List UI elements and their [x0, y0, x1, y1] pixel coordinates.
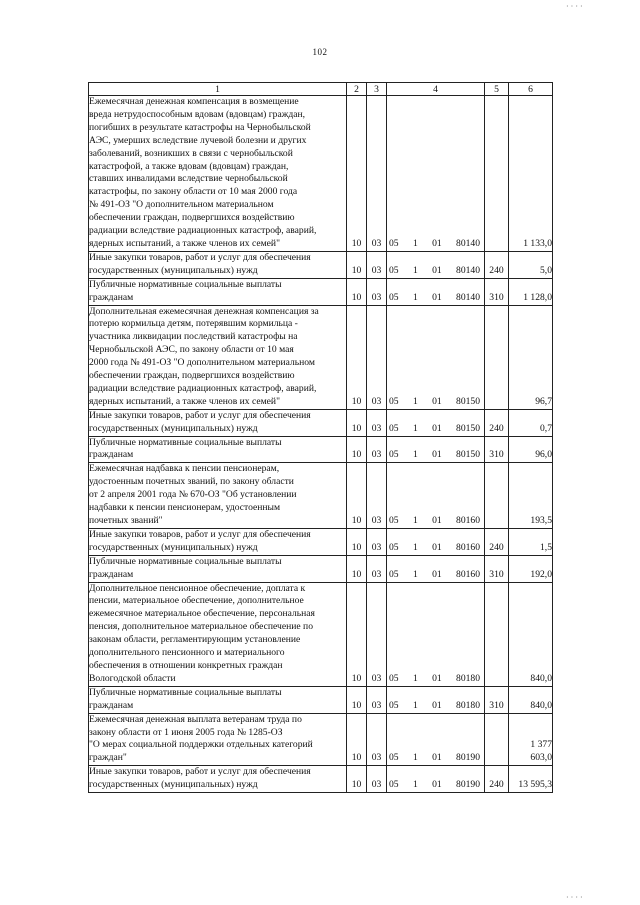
table-row: [89, 436, 553, 463]
section-code: 10: [347, 582, 367, 686]
row-description: Публичные нормативные социальные выплаты гражданам: [89, 555, 347, 582]
row-description: Иные закупки товаров, работ и услуг для обеспечения государственных (муниципальных) нужд: [89, 528, 347, 555]
subprogram-code: 1: [412, 449, 418, 461]
measure-code: 01: [432, 699, 442, 711]
row-description: Ежемесячная надбавка к пенсии пенсионерам, удостоенным почетных званий, по закону области от 2 апреля 2001 года № 670-ОЗ "Об установлении надбавки к пенсии пенсионерам, удостоенным почетных званий": [89, 463, 347, 529]
section-code: 10: [347, 463, 367, 529]
scan-mark: · · · ·: [566, 893, 583, 902]
program-code: 05: [389, 515, 399, 526]
subprogram-code: 1: [412, 422, 418, 434]
program-code: 05: [389, 672, 399, 684]
subsection-code: 03: [367, 278, 387, 305]
direction-code: 80190: [456, 779, 480, 791]
subprogram-code: 1: [412, 699, 418, 711]
measure-code: 01: [432, 449, 442, 461]
expense-type-code: 310: [485, 436, 509, 463]
section-code: 10: [347, 766, 367, 793]
expense-type-code: 310: [485, 278, 509, 305]
expense-type-code: [485, 463, 509, 529]
row-description: Публичные нормативные социальные выплаты гражданам: [89, 278, 347, 305]
amount-value: 193,5: [509, 463, 553, 529]
direction-code: 80140: [456, 237, 480, 249]
direction-code: 80160: [456, 515, 480, 526]
column-header: 4: [387, 83, 485, 96]
measure-code: 01: [432, 752, 442, 764]
program-code: 05: [389, 395, 399, 407]
amount-value: 1,5: [509, 528, 553, 555]
expense-type-code: 240: [485, 528, 509, 555]
program-code: 05: [389, 237, 399, 249]
target-article-code: [387, 766, 485, 793]
direction-code: 80180: [456, 672, 480, 684]
subsection-code: 03: [367, 766, 387, 793]
direction-code: 80150: [456, 395, 480, 407]
measure-code: 01: [432, 541, 442, 553]
subprogram-code: 1: [412, 291, 418, 303]
subsection-code: 03: [367, 251, 387, 278]
table-row: [89, 582, 553, 686]
measure-code: 01: [432, 395, 442, 407]
program-code: 05: [389, 422, 399, 434]
direction-code: 80140: [456, 291, 480, 303]
program-code: 05: [389, 568, 399, 580]
expense-type-code: [485, 305, 509, 409]
column-header: 1: [89, 83, 347, 96]
subprogram-code: 1: [412, 752, 418, 764]
direction-code: 80160: [456, 541, 480, 553]
table-row: [89, 528, 553, 555]
program-code: 05: [389, 541, 399, 553]
column-header: 6: [509, 83, 553, 96]
target-article-code: [387, 305, 485, 409]
subprogram-code: 1: [412, 672, 418, 684]
amount-value: 840,0: [509, 686, 553, 713]
table-row: [89, 713, 553, 766]
target-article-code: [387, 251, 485, 278]
row-description: Иные закупки товаров, работ и услуг для обеспечения государственных (муниципальных) нужд: [89, 251, 347, 278]
direction-code: 80180: [456, 699, 480, 711]
section-code: 10: [347, 278, 367, 305]
measure-code: 01: [432, 422, 442, 434]
row-description: Иные закупки товаров, работ и услуг для обеспечения государственных (муниципальных) нужд: [89, 766, 347, 793]
table-row: [89, 463, 553, 529]
section-code: 10: [347, 251, 367, 278]
section-code: 10: [347, 96, 367, 252]
table-row: [89, 96, 553, 252]
table-row: [89, 555, 553, 582]
subsection-code: 03: [367, 409, 387, 436]
expense-type-code: [485, 582, 509, 686]
subprogram-code: 1: [412, 779, 418, 791]
row-description: Публичные нормативные социальные выплаты гражданам: [89, 686, 347, 713]
program-code: 05: [389, 779, 399, 791]
amount-value: 1 133,0: [509, 96, 553, 252]
table-row: [89, 766, 553, 793]
table-row: [89, 305, 553, 409]
subsection-code: 03: [367, 555, 387, 582]
program-code: 05: [389, 291, 399, 303]
program-code: 05: [389, 264, 399, 276]
scan-mark: · · · ·: [566, 2, 583, 11]
target-article-code: [387, 686, 485, 713]
row-description: Дополнительная ежемесячная денежная компенсация за потерю кормильца детям, потерявшим кормильца - участника ликвидации последствий катастрофы на Чернобыльской АЭС, по закону области от 10 мая 2000 года № 491-ОЗ "О дополнительном материальном обеспечении граждан, подвергшихся воздействию радиации вследствие радиационных катастроф, аварий, ядерных испытаний, а также членов их семей": [89, 305, 347, 409]
expense-type-code: [485, 713, 509, 766]
amount-value: 96,7: [509, 305, 553, 409]
budget-table: [88, 82, 553, 793]
expense-type-code: 240: [485, 251, 509, 278]
subprogram-code: 1: [412, 515, 418, 526]
page-number: 102: [312, 47, 328, 57]
direction-code: 80150: [456, 449, 480, 461]
target-article-code: [387, 409, 485, 436]
measure-code: 01: [432, 779, 442, 791]
target-article-code: [387, 436, 485, 463]
table-row: [89, 278, 553, 305]
section-code: 10: [347, 436, 367, 463]
direction-code: 80140: [456, 264, 480, 276]
subsection-code: 03: [367, 305, 387, 409]
program-code: 05: [389, 449, 399, 461]
subprogram-code: 1: [412, 264, 418, 276]
subsection-code: 03: [367, 436, 387, 463]
header-row: [89, 83, 553, 96]
subsection-code: 03: [367, 463, 387, 529]
table-row: [89, 409, 553, 436]
row-description: Публичные нормативные социальные выплаты гражданам: [89, 436, 347, 463]
subsection-code: 03: [367, 686, 387, 713]
expense-type-code: 310: [485, 555, 509, 582]
target-article-code: [387, 278, 485, 305]
subsection-code: 03: [367, 528, 387, 555]
measure-code: 01: [432, 264, 442, 276]
target-article-code: [387, 96, 485, 252]
program-code: 05: [389, 699, 399, 711]
target-article-code: [387, 528, 485, 555]
target-article-code: [387, 555, 485, 582]
amount-value: 840,0: [509, 582, 553, 686]
measure-code: 01: [432, 291, 442, 303]
expense-type-code: 310: [485, 686, 509, 713]
row-description: Иные закупки товаров, работ и услуг для обеспечения государственных (муниципальных) нужд: [89, 409, 347, 436]
target-article-code: [387, 463, 485, 529]
measure-code: 01: [432, 237, 442, 249]
direction-code: 80190: [456, 752, 480, 764]
amount-value: 0,7: [509, 409, 553, 436]
subprogram-code: 1: [412, 541, 418, 553]
amount-value: 96,0: [509, 436, 553, 463]
expense-type-code: [485, 96, 509, 252]
row-description: Ежемесячная денежная компенсация в возмещение вреда нетрудоспособным вдовам (вдовцам) граждан, погибших в результате катастрофы на Чернобыльской АЭС, умерших вследствие лучевой болезни и других заболеваний, возникших в связи с чернобыльской катастрофой, а также вдовам (вдовцам) граждан, ставших инвалидами вследствие чернобыльской катастрофы, по закону области от 10 мая 2000 года № 491-ОЗ "О дополнительном материальном обеспечении граждан, подвергшихся воздействию радиации вследствие радиационных катастроф, аварий, ядерных испытаний, а также членов их семей": [89, 96, 347, 252]
amount-value: 1 128,0: [509, 278, 553, 305]
table-row: [89, 686, 553, 713]
subsection-code: 03: [367, 713, 387, 766]
section-code: 10: [347, 305, 367, 409]
section-code: 10: [347, 686, 367, 713]
direction-code: 80160: [456, 568, 480, 580]
measure-code: 01: [432, 515, 442, 526]
column-header: 2: [347, 83, 367, 96]
table-row: [89, 251, 553, 278]
subprogram-code: 1: [412, 568, 418, 580]
direction-code: 80150: [456, 422, 480, 434]
section-code: 10: [347, 409, 367, 436]
subsection-code: 03: [367, 582, 387, 686]
section-code: 10: [347, 528, 367, 555]
subprogram-code: 1: [412, 237, 418, 249]
subsection-code: 03: [367, 96, 387, 252]
table-body: [89, 96, 553, 793]
program-code: 05: [389, 752, 399, 764]
amount-value: 13 595,3: [509, 766, 553, 793]
subprogram-code: 1: [412, 395, 418, 407]
row-description: Дополнительное пенсионное обеспечение, доплата к пенсии, материальное обеспечение, дополнительное ежемесячное материальное обеспечение, персональная пенсия, дополнительное материальное обеспечение по законам области, регламентирующим установление дополнительного пенсионного и материального обеспечения в отношении конкретных граждан Вологодской области: [89, 582, 347, 686]
amount-value: 1 377 603,0: [509, 713, 553, 766]
measure-code: 01: [432, 672, 442, 684]
section-code: 10: [347, 713, 367, 766]
expense-type-code: 240: [485, 409, 509, 436]
section-code: 10: [347, 555, 367, 582]
column-header: 3: [367, 83, 387, 96]
expense-type-code: 240: [485, 766, 509, 793]
amount-value: 192,0: [509, 555, 553, 582]
target-article-code: [387, 582, 485, 686]
column-header: 5: [485, 83, 509, 96]
target-article-code: [387, 713, 485, 766]
amount-value: 5,0: [509, 251, 553, 278]
measure-code: 01: [432, 568, 442, 580]
row-description: Ежемесячная денежная выплата ветеранам труда по закону области от 1 июня 2005 года № 1285-ОЗ "О мерах социальной поддержки отдельных категорий граждан": [89, 713, 347, 766]
